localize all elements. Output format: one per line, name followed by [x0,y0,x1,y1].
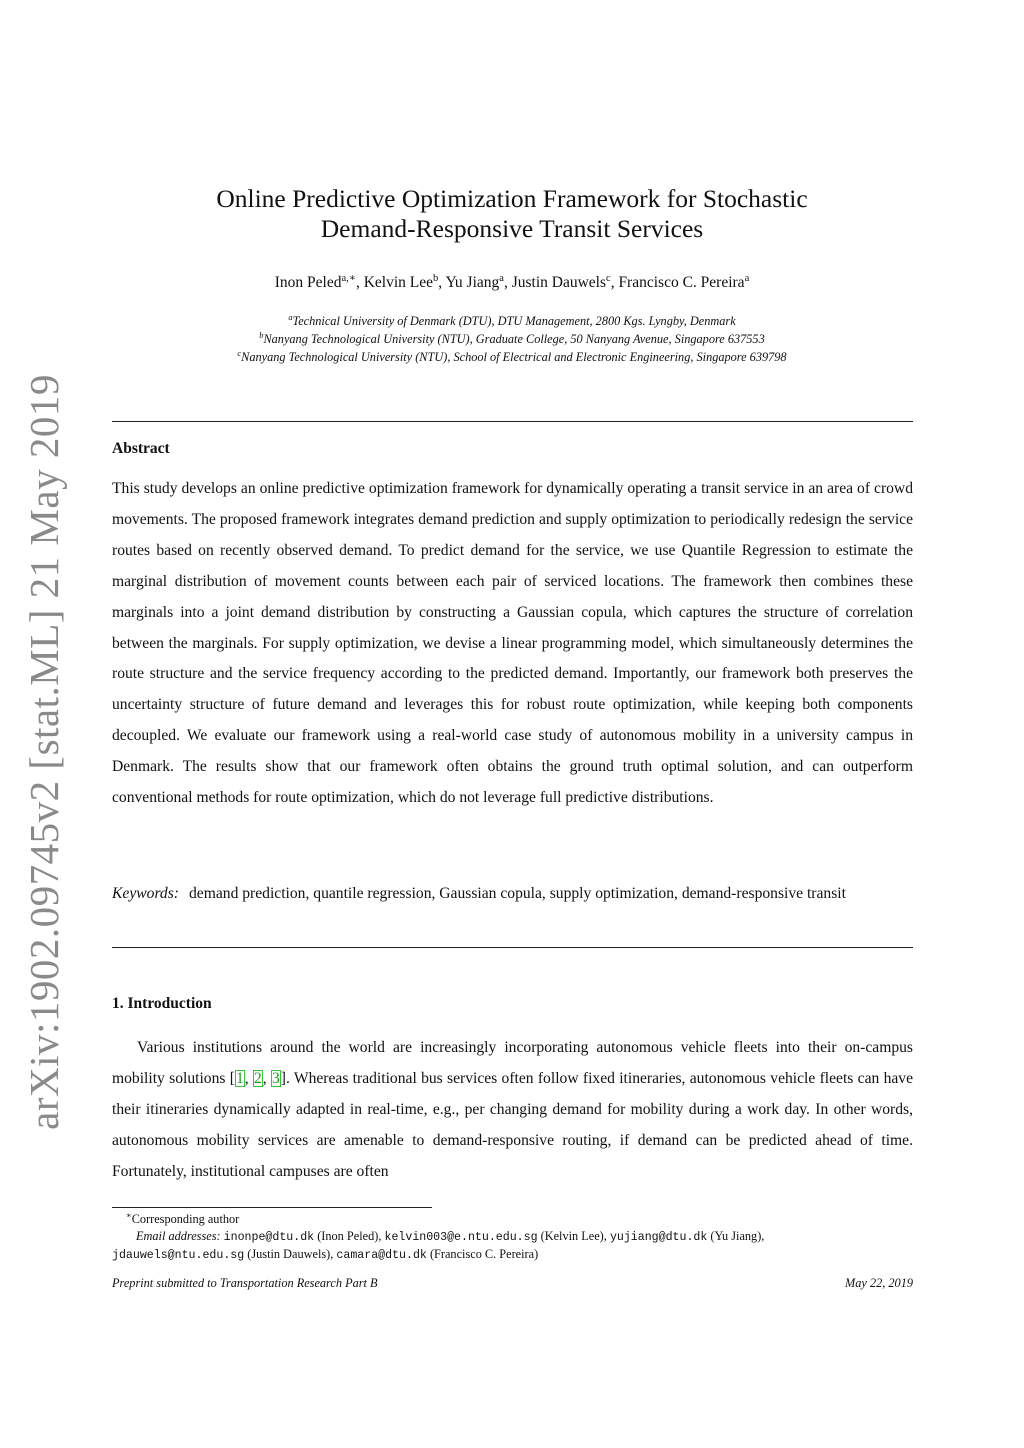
email-link[interactable]: kelvin003@e.ntu.edu.sg [384,1231,538,1244]
email-link[interactable]: inonpe@dtu.dk [223,1231,315,1244]
abstract-text: This study develops an online predictive optimization framework for dynamically operating a transit service in an area of crowd movements. The proposed framework integrates demand prediction and supply optimization to periodically redesign the service routes based on recently observed demand. To predict demand for the service, we use Quantile Regression to estimate the marginal distribution of movement counts between each pair of serviced locations. The framework then combines these marginals into a joint demand distribution by constructing a Gaussian copula, which captures the structure of correlation between the marginals. For supply optimization, we devise a linear programming model, which simultaneously determines the route structure and the service frequency according to the predicted demand. Importantly, our framework both preserves the uncertainty structure of future demand and leverages this for robust route optimization, while keeping both components decoupled. We evaluate our framework using a real-world case study of autonomous mobility in a university campus in Denmark. The results show that our framework often obtains the ground truth optimal solution, and can outperform conventional methods for route optimization, which do not leverage full predictive distributions. [112,480,913,807]
citation-link[interactable]: 2 [253,1069,262,1087]
introduction-heading: 1. Introduction [112,995,212,1012]
title-line-1: Online Predictive Optimization Framework for Stochastic [216,184,808,213]
affiliations [112,312,912,366]
email-link[interactable]: jdauwels@ntu.edu.sg [112,1249,245,1262]
keywords-label: Keywords: [112,885,179,902]
footnote-emails-line1: Email addresses: inonpe@dtu.dk (Inon Peled), kelvin003@e.ntu.edu.sg (Kelvin Lee), yujiang@dtu.dk (Yu Jiang), [136,1229,765,1244]
author: Inon Peled$^{a,∗}$, [274,272,364,291]
paper-title [112,184,912,244]
footer-date: May 22, 2019 [845,1276,913,1290]
footnote-corresponding: ∗Corresponding author [126,1210,240,1226]
affiliation: $^c$Nanyang Technological University (NTU), School of Electrical and Electronic Engineering, Singapore 639798 [237,348,787,364]
arxiv-identifier: arXiv:1902.09745v2 [stat.ML] 21 May 2019 [21,374,67,1130]
abstract-top-rule [112,421,913,422]
keywords-text: demand prediction, quantile regression, Gaussian copula, supply optimization, demand-responsive transit [189,885,846,902]
footnote-rule [112,1207,432,1208]
author: Justin Dauwels$^c$, [511,272,619,291]
email-link[interactable]: camara@dtu.dk [336,1249,427,1262]
author: Francisco C. Pereira$^a$ [618,272,750,291]
footnote [112,1211,913,1264]
footer-submission: Preprint submitted to Transportation Research Part B [112,1276,378,1290]
affiliation: $^b$Nanyang Technological University (NTU), Graduate College, 50 Nanyang Avenue, Singapore 637553 [259,330,765,346]
abstract-bottom-rule [112,947,913,948]
page-footer [112,1276,913,1291]
affiliation: $^a$Technical University of Denmark (DTU), DTU Management, 2800 Kgs. Lyngby, Denmark [288,312,736,328]
author-list [112,274,912,292]
citation-link[interactable]: 3 [271,1069,280,1087]
author: Kelvin Lee$^b$, [363,272,446,291]
email-link[interactable]: yujiang@dtu.dk [609,1231,708,1244]
citation-link[interactable]: 1 [235,1069,244,1087]
author: Yu Jiang$^a$, [445,272,512,291]
footnote-emails-line2: jdauwels@ntu.edu.sg (Justin Dauwels), camara@dtu.dk (Francisco C. Pereira) [112,1247,539,1262]
abstract-heading: Abstract [112,440,170,457]
title-line-2: Demand-Responsive Transit Services [320,214,704,243]
arxiv-sidebar-stamp [18,374,70,1130]
introduction-text: Various institutions around the world are increasingly incorporating autonomous vehicle fleets into their on-campus mobility solutions [1, 2, 3]. Whereas traditional bus services often follow fixed itineraries, autonomous vehicle fleets can have their itineraries dynamically adapted in real-time, e.g., per changing demand for mobility during a work day. In other words, autonomous mobility services are amenable to demand-responsive routing, if demand can be predicted ahead of time. Fortunately, institutional campuses are often [112,1039,914,1180]
keywords [112,879,913,910]
